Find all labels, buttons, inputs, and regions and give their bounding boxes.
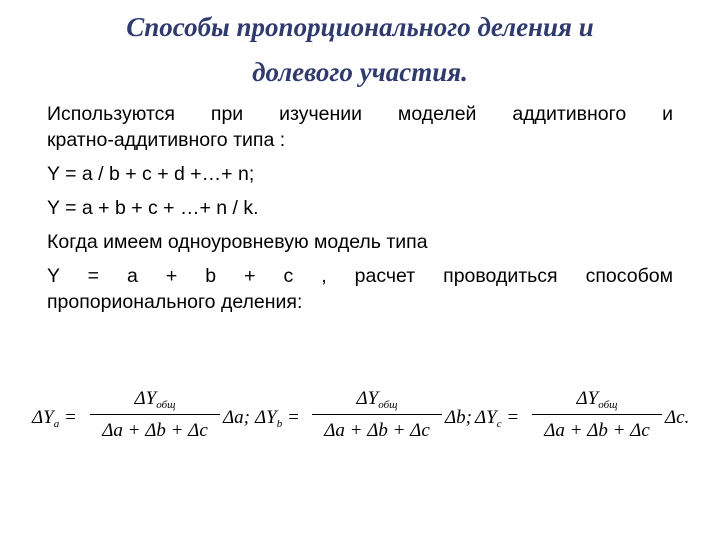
intro-line-1: Используются при изучении моделей аддитивного и (47, 103, 673, 125)
formula-a-denominator: Δa + Δb + Δc (102, 420, 208, 441)
formula-a-numerator: $\Delta Y_{общ}$ (134, 388, 176, 411)
proportional-division-formulas (32, 384, 692, 454)
equation-1 (47, 161, 673, 187)
formula-a-lhs: $\Delta Y_a$ = (32, 407, 77, 430)
formula-b-tail: Δb; (445, 407, 472, 428)
slide-body (47, 101, 673, 315)
calc-line-1: Y = a + b + c , расчет проводиться способом (47, 265, 673, 287)
slide-title-line-1: Способы пропорционального деления и (126, 12, 594, 42)
formula-b (255, 384, 475, 454)
formula-c (475, 384, 692, 454)
formula-b-lhs: $\Delta Y_b$ = (255, 407, 300, 430)
formula-c-tail: Δc. (665, 407, 690, 428)
intro-line-2: кратно-аддитивного типа : (47, 129, 286, 151)
formula-a-fraction (90, 384, 220, 445)
calc-line-2: пропориональнoго деления: (47, 291, 303, 313)
formula-c-fraction (532, 384, 662, 445)
formula-c-numerator: $\Delta Y_{общ}$ (576, 388, 618, 411)
equation-2-text: Y = a + b + c + …+ n / k. (47, 197, 259, 219)
model-sentence-text: Когда имеем одноуровневую модель типа (47, 231, 428, 253)
formula-a (32, 384, 252, 454)
formula-a-tail: Δa; (223, 407, 250, 428)
formula-b-fraction (312, 384, 442, 445)
slide-title-line-2: долевого участия. (252, 57, 468, 87)
intro-paragraph (47, 101, 673, 153)
equation-1-text: Y = a / b + c + d +…+ n; (47, 163, 255, 185)
formula-b-numerator: $\Delta Y_{общ}$ (356, 388, 398, 411)
formula-c-lhs: $\Delta Y_c$ = (475, 407, 520, 430)
calc-paragraph (47, 263, 673, 315)
equation-2 (47, 195, 673, 221)
model-sentence (47, 229, 673, 255)
formula-b-denominator: Δa + Δb + Δc (324, 420, 430, 441)
formula-c-denominator: Δa + Δb + Δc (544, 420, 650, 441)
